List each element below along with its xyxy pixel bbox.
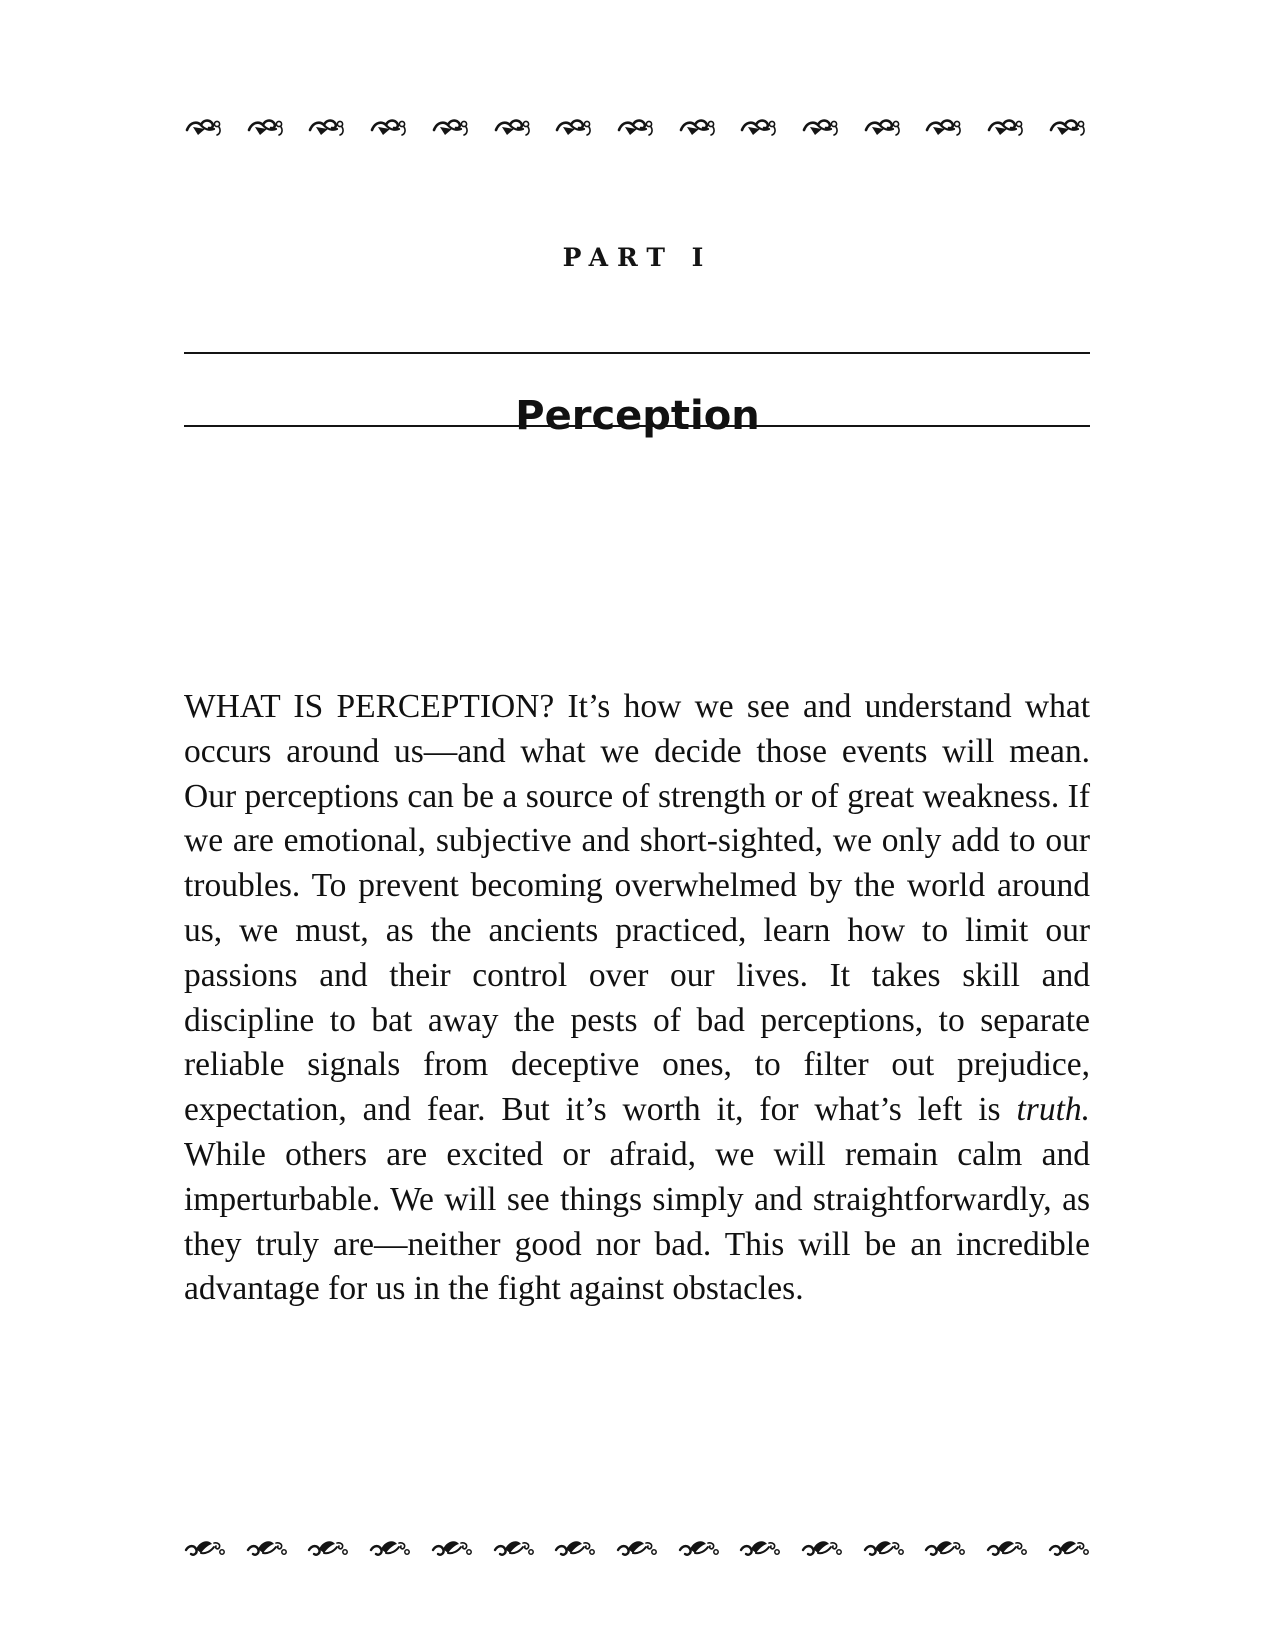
leaf-scroll-ornament-icon [369,1535,411,1561]
leaf-scroll-ornament-icon [678,1535,720,1561]
body-text-after-emphasis: While others are excited or afraid, we will remain calm and imperturbable. We will see things simply and straightforwardly, as they truly are—neither good nor bad. This will be an incredible advantage for us in the fight against obstacles. [184,1135,1090,1308]
body-text-before-emphasis: WHAT IS PERCEPTION? It’s how we see and understand what occurs around us—and what we decide those events will mean. Our perceptions can be a source of strength or of great weakness. If we are emotional, subjective and short-sighted, we only add to our troubles. To prevent becoming overwhelmed by the world around us, we must, as the ancients practiced, learn how to limit our passions and their control over our lives. It takes skill and discipline to bat away the pests of bad perceptions, to separate reliable signals from deceptive ones, to filter out prejudice, expectation, and fear. But it’s worth it, for what’s left is [184,688,1090,1129]
leaf-scroll-ornament-icon [616,1535,658,1561]
leaf-scroll-ornament-icon [1048,1535,1090,1561]
top-ornament-border [184,110,1090,144]
leaf-scroll-ornament-icon [184,1535,226,1561]
body-paragraph [184,685,1090,1312]
vine-scroll-ornament-icon [924,114,966,140]
leaf-scroll-ornament-icon [801,1535,843,1561]
body-emphasis-truth: truth. [1016,1091,1090,1129]
leaf-scroll-ornament-icon [246,1535,288,1561]
vine-scroll-ornament-icon [246,114,288,140]
leaf-scroll-ornament-icon [863,1535,905,1561]
vine-scroll-ornament-icon [184,114,226,140]
leaf-scroll-ornament-icon [493,1535,535,1561]
leaf-scroll-ornament-icon [739,1535,781,1561]
vine-scroll-ornament-icon [369,114,411,140]
leaf-scroll-ornament-icon [554,1535,596,1561]
vine-scroll-ornament-icon [431,114,473,140]
leaf-scroll-ornament-icon [924,1535,966,1561]
part-label: PART I [562,243,713,272]
vine-scroll-ornament-icon [1048,114,1090,140]
leaf-scroll-ornament-icon [986,1535,1028,1561]
vine-scroll-ornament-icon [863,114,905,140]
vine-scroll-ornament-icon [493,114,535,140]
vine-scroll-ornament-icon [616,114,658,140]
chapter-title: Perception [515,392,760,439]
title-rule-bottom [184,425,1090,427]
vine-scroll-ornament-icon [801,114,843,140]
vine-scroll-ornament-icon [739,114,781,140]
leaf-scroll-ornament-icon [307,1535,349,1561]
vine-scroll-ornament-icon [986,114,1028,140]
title-rule-top [184,352,1090,354]
bottom-ornament-border [184,1531,1090,1565]
vine-scroll-ornament-icon [678,114,720,140]
leaf-scroll-ornament-icon [431,1535,473,1561]
vine-scroll-ornament-icon [307,114,349,140]
vine-scroll-ornament-icon [554,114,596,140]
